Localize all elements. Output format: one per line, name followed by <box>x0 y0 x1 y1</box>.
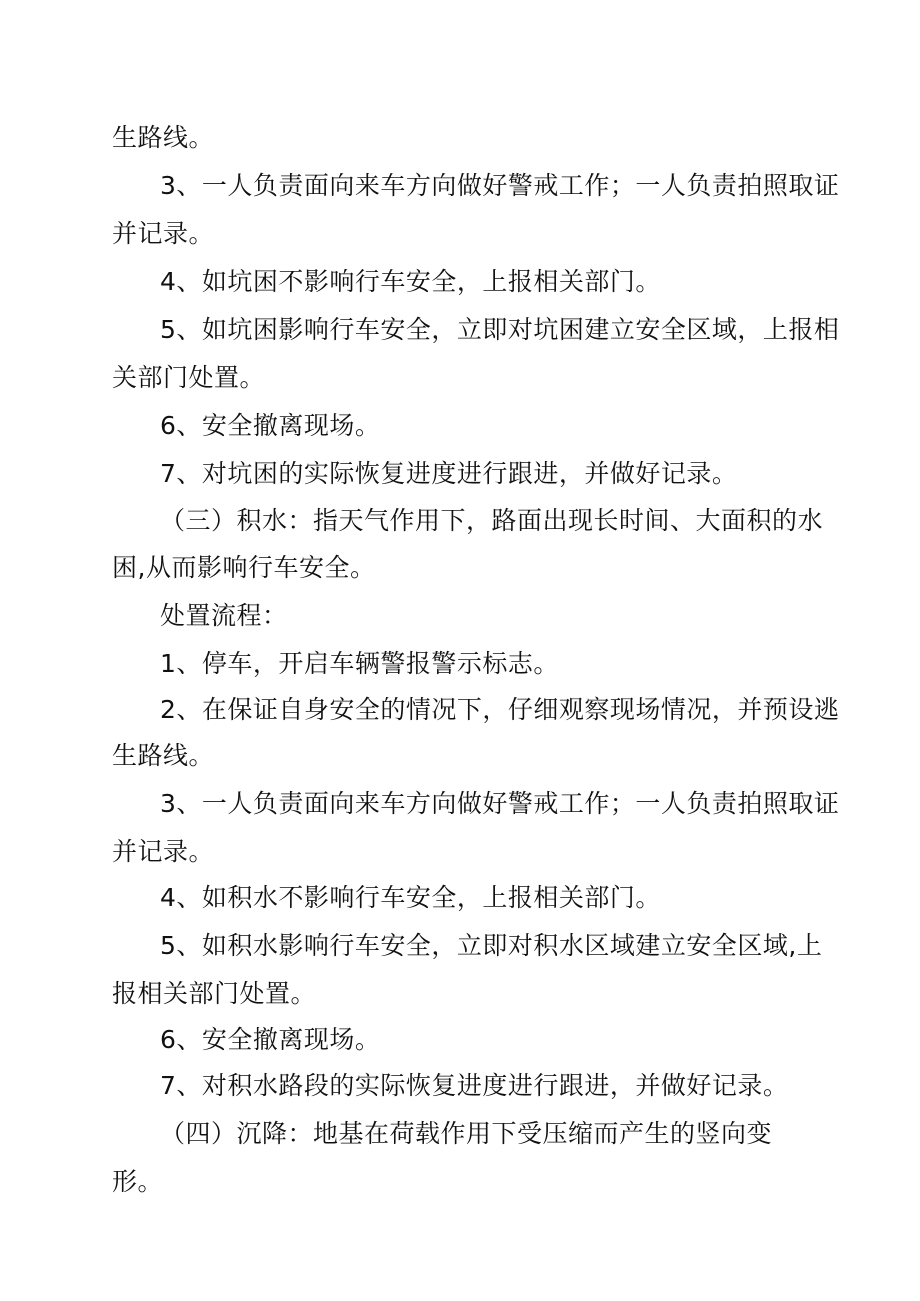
text-line: 3、一人负责面向来车方向做好警戒工作；一人负责拍照取证 <box>160 171 840 200</box>
text-line: 4、如积水不影响行车安全，上报相关部门。 <box>160 883 661 912</box>
text-line: 5、如坑困影响行车安全，立即对坑困建立安全区域，上报相 <box>160 315 840 344</box>
text-line: 并记录。 <box>112 219 215 248</box>
text-line: 3、一人负责面向来车方向做好警戒工作；一人负责拍照取证 <box>160 789 840 818</box>
text-line: 生路线。 <box>112 741 215 770</box>
text-line: 4、如坑困不影响行车安全，上报相关部门。 <box>160 267 661 296</box>
text-line: 关部门处置。 <box>112 363 266 392</box>
text-line: 生路线。 <box>112 123 215 152</box>
text-line: 6、安全撤离现场。 <box>160 1025 381 1054</box>
text-line: 并记录。 <box>112 837 215 866</box>
section-heading-line: （四）沉降：地基在荷载作用下受压缩而产生的竖向变 <box>160 1119 773 1148</box>
text-line: 困,从而影响行车安全。 <box>112 553 376 582</box>
text-line: 7、对坑困的实际恢复进度进行跟进，并做好记录。 <box>160 459 738 488</box>
section-heading-line: （三）积水：指天气作用下，路面出现长时间、大面积的水 <box>160 506 824 535</box>
text-line: 7、对积水路段的实际恢复进度进行跟进，并做好记录。 <box>160 1071 789 1100</box>
text-line: 报相关部门处置。 <box>112 979 317 1008</box>
text-line: 2、在保证自身安全的情况下，仔细观察现场情况，并预设逃 <box>160 695 840 724</box>
text-line: 6、安全撤离现场。 <box>160 411 381 440</box>
text-line: 5、如积水影响行车安全，立即对积水区域建立安全区域,上 <box>160 931 823 960</box>
text-line: 1、停车，开启车辆警报警示标志。 <box>160 649 559 678</box>
text-line: 处置流程： <box>160 601 288 630</box>
text-line: 形。 <box>112 1167 164 1196</box>
